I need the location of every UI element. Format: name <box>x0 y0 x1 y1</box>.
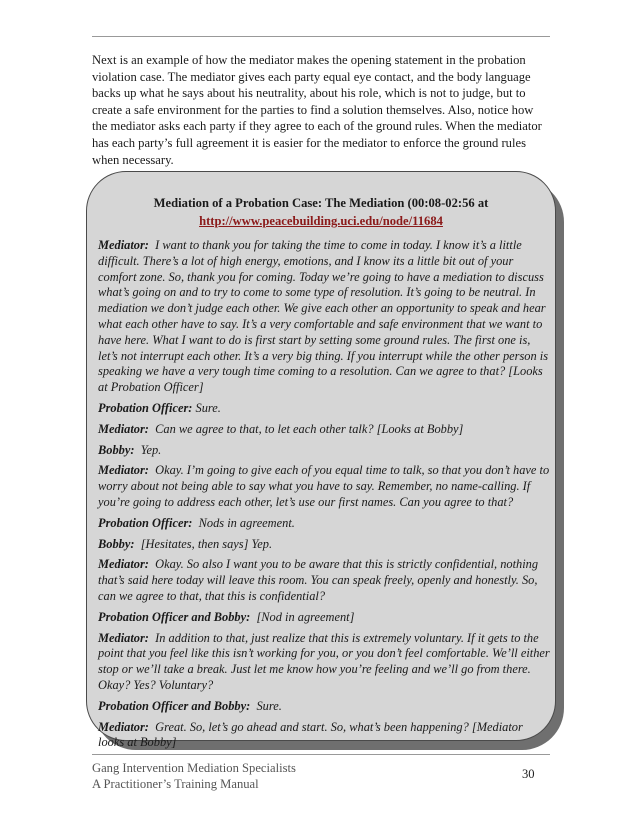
speaker: Probation Officer and Bobby: <box>98 609 251 624</box>
footer-org-line1: Gang Intervention Mediation Specialists <box>92 761 296 775</box>
panel-title <box>86 194 556 230</box>
dialogue <box>98 238 550 756</box>
header-rule <box>92 36 550 37</box>
speaker: Probation Officer: <box>98 400 193 415</box>
page-number: 30 <box>522 767 535 781</box>
speaker: Mediator: <box>98 719 149 734</box>
utterance: In addition to that, just realize that this is extremely voluntary. If it gets to the point that you feel like this isn’t working for you, or you don’t feel comfortable. We’ll either stop or we’ll take a break. Just let me know how you’re feeling and we’ll go from there. Okay? Yes? Voluntary? <box>98 630 550 692</box>
dialogue-turn <box>98 422 550 438</box>
speaker: Mediator: <box>98 557 149 572</box>
utterance: [Hesitates, then says] Yep. <box>140 536 273 551</box>
dialogue-turn <box>98 610 550 626</box>
utterance: Yep. <box>140 442 162 457</box>
utterance: Sure. <box>195 400 221 415</box>
footer-org <box>92 760 296 792</box>
intro-paragraph: Next is an example of how the mediator makes the opening statement in the probation violation case. The mediator gives each party equal eye contact, and the body language backs up what he says about his neutrality, about his role, which is not to judge, but to create a safe environment for the parties to find a solution themselves. Also, notice how the mediator asks each party if they agree to each of the ground rules. When the mediator has each party’s full agreement it is easier for the mediator to enforce the ground rules when necessary. <box>92 53 542 167</box>
utterance: [Nod in agreement] <box>256 609 355 624</box>
footer-org-line2: A Practitioner’s Training Manual <box>92 777 259 791</box>
panel-title-text: Mediation of a Probation Case: The Mediation (00:08-02:56 at <box>153 196 489 210</box>
utterance: Can we agree to that, to let each other talk? [Looks at Bobby] <box>155 421 464 436</box>
speaker: Mediator: <box>98 463 149 478</box>
dialogue-turn <box>98 516 550 532</box>
footer-rule <box>92 754 550 755</box>
dialogue-turn <box>98 557 550 604</box>
utterance: Okay. So also I want you to be aware that this is strictly confidential, nothing that’s said here today will leave this room. You can speak freely, openly and honestly. So, can we agree to that, that this is confidential? <box>98 557 539 603</box>
utterance: Great. So, let’s go ahead and start. So, what’s been happening? [Mediator looks at Bobby] <box>98 719 523 750</box>
dialogue-turn <box>98 401 550 417</box>
dialogue-turn <box>98 699 550 715</box>
dialogue-turn <box>98 537 550 553</box>
utterance: Nods in agreement. <box>198 515 295 530</box>
dialogue-turn <box>98 463 550 510</box>
dialogue-turn <box>98 631 550 694</box>
speaker: Mediator: <box>98 630 149 645</box>
utterance: Okay. I’m going to give each of you equal time to talk, so that you don’t have to worry about not being able to say what you have to say. Remember, no name-calling. If you’re going to address each other, let’s use our first names. Can you agree to that? <box>98 463 550 509</box>
utterance: I want to thank you for taking the time to come in today. I know it’s a little difficult. There’s a lot of high energy, emotions, and I know its a little bit out of your comfort zone. So, thank you for coming. Today we’re going to have a mediation to discuss what’s going on and to try to come to some type of resolution. It’s going to be neutral. In mediation we don’t judge each other. We give each other an opportunity to speak and hear what each other have to say. It’s a very comfortable and safe environment that we want to have here. What I want to do is first start by setting some ground rules. The first one is, let’s not interrupt each other. It’s a very big thing. If you interrupt while the other person is speaking we have a very tough time coming to a resolution. Can we agree to that? [Looks at Probation Officer] <box>98 238 549 395</box>
speaker: Bobby: <box>98 442 135 457</box>
dialogue-turn <box>98 720 550 752</box>
speaker: Bobby: <box>98 536 135 551</box>
utterance: Sure. <box>256 698 282 713</box>
dialogue-turn <box>98 238 550 396</box>
speaker: Probation Officer: <box>98 515 193 530</box>
source-link[interactable]: http://www.peacebuilding.uci.edu/node/11684 <box>199 214 443 228</box>
dialogue-turn <box>98 443 550 459</box>
speaker: Mediator: <box>98 238 149 252</box>
speaker: Mediator: <box>98 421 149 436</box>
speaker: Probation Officer and Bobby: <box>98 698 251 713</box>
